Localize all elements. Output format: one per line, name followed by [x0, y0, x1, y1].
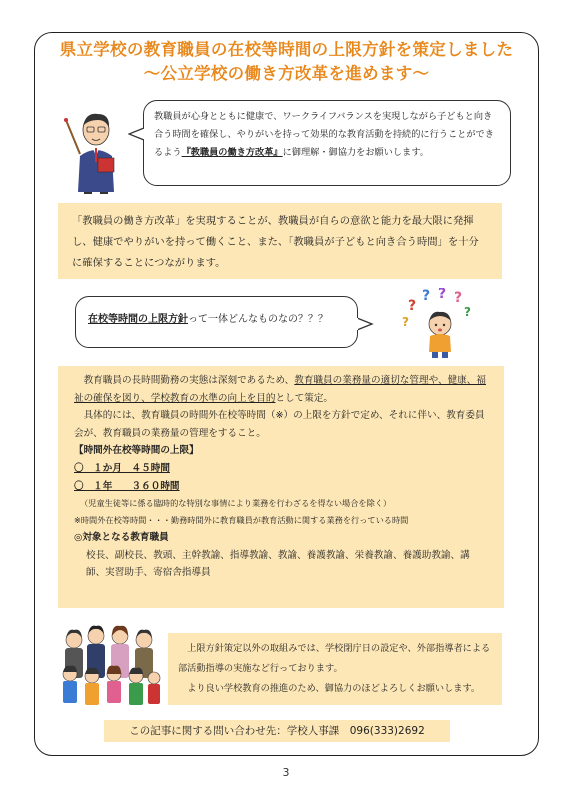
initiatives-paragraph-1: 上限方針策定以外の取組みでは、学校閉庁日の設定や、外部指導者による部活動指導の実施など行っております。 — [178, 643, 491, 674]
svg-text:?: ? — [438, 288, 447, 302]
svg-text:?: ? — [464, 305, 471, 319]
limit-heading: 【時間外在校等時間の上限】 — [74, 445, 199, 457]
group-illustration — [56, 622, 164, 712]
svg-text:?: ? — [422, 288, 431, 304]
limit-monthly — [74, 460, 488, 478]
bubble1-tail — [128, 126, 146, 142]
bubble1-emphasis: 『教職員の働き方改革』 — [181, 147, 283, 158]
policy-p1-end: として策定。 — [275, 392, 334, 404]
speech-bubble-question — [75, 296, 358, 348]
teacher-illustration — [62, 108, 124, 194]
policy-detail-box — [58, 366, 504, 608]
limit-yearly — [74, 478, 488, 496]
contact-info: この記事に関する問い合わせ先：学校人事課 096(333)2692 — [104, 720, 450, 742]
summary-text: 「教職員の働き方改革」を実現することが、教職員が自らの意欲と能力を最大限に発揮し、健康でやりがいを持って働くこと、また、「教職員が子どもと向き合う時間」を十分に確保することにつながります。 — [72, 215, 479, 269]
initiatives-paragraph-2: より良い学校教育の推進のため、御協力のほどよろしくお願いします。 — [187, 683, 481, 694]
summary-box — [58, 203, 502, 279]
target-heading: ◎対象となる教育職員 — [74, 532, 169, 544]
title-line-1: 県立学校の教育職員の在校等時間の上限方針を策定しました — [59, 40, 514, 59]
other-initiatives-box — [168, 633, 502, 705]
bubble1-text-end: に御理解・御協力をお願いします。 — [282, 147, 429, 158]
svg-text:?: ? — [402, 315, 409, 329]
limit-exception-note: （児童生徒等に係る臨時的な特別な事情により業務を行わざるを得ない場合を除く） — [80, 498, 392, 509]
bubble1-text: 教職員が心身とともに健康で、ワークライフバランスを実現しながら子どもと向き合う時間を確保し、やりがいを持って効果的な教育活動を持続的に行うことができるよう — [154, 111, 494, 158]
policy-p1-underlined: 教育職員の業務量の適切な管理や、健康、福祉の確保を図り、学校教育の水準の向上を目的 — [74, 375, 486, 404]
page-number: 3 — [282, 766, 290, 779]
limit-monthly-text: 〇 １か月 ４５時間 — [74, 462, 170, 474]
title-line-2: ～公立学校の働き方改革を進めます～ — [143, 64, 430, 83]
overtime-definition-note: ※時間外在校等時間・・・勤務時間外に教育職員が教育活動に関する業務を行っている時間 — [74, 515, 409, 526]
svg-text:?: ? — [454, 290, 463, 306]
limit-yearly-text: 〇 １年 ３６０時間 — [74, 480, 180, 492]
policy-p1-text: 教育職員の長時間勤務の実態は深刻であるため、 — [83, 375, 295, 386]
policy-paragraph-2: 具体的には、教育職員の時間外在校等時間（※）の上限を方針で定め、それに伴い、教育委員会が、教育職員の業務量の管理をすること。 — [74, 410, 485, 439]
target-list: 校長、副校長、教頭、主幹教諭、指導教諭、教諭、養護教諭、栄養教諭、養護助教諭、講師、実習助手、寄宿舎指導員 — [86, 549, 470, 579]
svg-text:?: ? — [408, 298, 417, 314]
bubble2-text: って一体どんなものなの？？？ — [188, 314, 328, 325]
confused-child-illustration — [402, 288, 478, 360]
speech-bubble-teacher — [143, 100, 511, 186]
policy-paragraph-1 — [74, 372, 488, 407]
bubble2-tail — [356, 316, 374, 332]
page-title — [40, 38, 533, 86]
bubble2-emphasis: 在校等時間の上限方針 — [88, 314, 188, 325]
